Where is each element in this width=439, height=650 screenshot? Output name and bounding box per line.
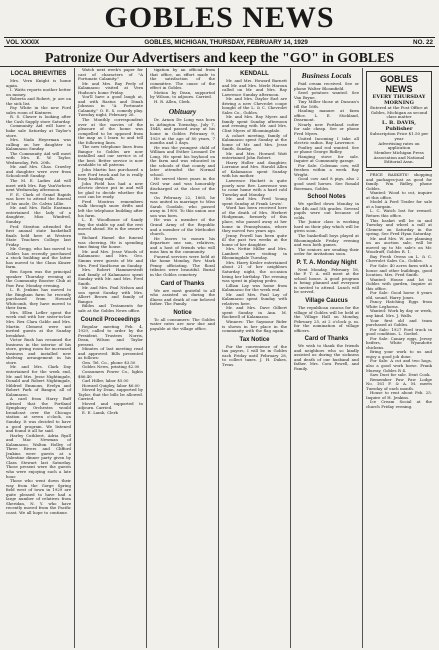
school-notes-heading: School Notes <box>307 194 346 201</box>
column-4 <box>219 68 291 648</box>
kendall-item: Winners: The Saymour Rider is shown in her place in the community with the flag again. <box>222 318 287 334</box>
volume-label: VOL XXXIX <box>6 38 40 46</box>
classified-ad: Wanted: House and lot in Gobles with garden, Inquire at this office. <box>366 276 432 291</box>
classified-ad: For Sale: 40 acres farm with a house and other buildings, good location. Mrs. Fred Smith. <box>366 262 432 278</box>
kendall-item: Harry Holler and daughter, Lorraine and Mrs. Harold Allen of Kalamazoo spent Sunday with his mother. <box>222 159 287 179</box>
school-note: The Junior class is working hard on their play which will be given soon. <box>294 219 359 234</box>
obituary-paragraph: He was a member of the Grand Army of the Republic and a member of the Methodist church. <box>150 217 215 237</box>
kendall-item: Mr. and Mrs. Howard Barnett and Mr. and Mrs. Merle Haroun called on Mr. and Mrs. Ray Lawrence Sunday afternoon. <box>222 78 287 97</box>
business-local: United Incoming I take all electric radios. Ray Lawrence. <box>294 135 359 146</box>
notice-heading: Notice <box>173 309 192 316</box>
col5-thanks-heading: Card of Thanks <box>304 336 349 343</box>
classified-ad: Your first old and team purchased at Gobles. <box>366 317 432 328</box>
kendall-item: Mr. and Mrs. Paul Lay of Kalamazoo spent Sunday with relatives here. <box>222 291 287 306</box>
columns <box>3 68 436 648</box>
local-brevities-body <box>6 79 71 516</box>
obituary-paragraph: He was the youngest child of William and Esther Leonard De Long. He spent his boyhood on the farm and was educated in the schools of that county and later attended the Normal school. <box>150 144 215 177</box>
advertising-rates: Advertising rates on application <box>378 140 420 151</box>
news-item: Harley Cuthbert, Adria Ryall and Mac Newman of Kalamazoo, Walton Holley of Three Rivers and Clifford Jenkins were guests at a Valentine dinner party given by Clara Stewart last Saturday. Those present were the guests who were enjoying such a late hour. <box>6 432 71 479</box>
news-item: L. E. Woodhouse of Sandy Bay the stable up and the rest moved ahead. He is the owner's son. <box>78 217 143 236</box>
news-item: Ben Sopen was the principal speaker Thursday evening at the Community Booster Club at Paw Paw, Monday evening. <box>6 268 71 288</box>
council-item: Howard Quigley, labor $6.00 <box>82 382 140 388</box>
classified-ad: Wanted: Wood to cut, inquire at this office. <box>366 190 432 200</box>
news-item: The M. E. Ladies Aid will meet with Mrs. Ray VanVorhees next Wednesday afternoon. <box>6 178 71 193</box>
business-locals-body <box>294 82 359 191</box>
business-local: Hanging stove for sale. Inquire at Community garage. <box>294 153 359 164</box>
news-item: Mrs. Robert Hammerstedt and family of Kalamazoo spent Sunday with Mr. and Mrs. Fred Smith. <box>78 267 143 286</box>
news-item: I. Watts reports mother better on money. <box>6 87 71 97</box>
council-item: Gen. Tel. Co., phone $3.50 <box>82 359 136 365</box>
obituary-body <box>150 118 215 277</box>
council-item: Carl Hiller, labor $5.00 <box>82 378 129 384</box>
business-local: Seed potatoes wanted. See Van Bryne. <box>294 90 359 100</box>
school-note: The seniors are sending their order for invitations soon. <box>294 246 359 257</box>
obituary-paragraph: Funeral services were held at the home Monday, Rev. Mark Penny officiating. The floral tributes were beautiful. Burial in the Gobles cemetery. <box>150 253 215 277</box>
news-item: John Martin has purchased a new Ford truck and he is really busy hauling milk. <box>78 167 143 182</box>
business-local: For Sale: Coleman cow, will freshen within a week. Ray Wright. <box>294 162 359 177</box>
notice-text: To all consumers: The Gobles water rates are now due and payable at the village office. <box>150 316 215 331</box>
classified-ad: Model A Ford Trailer for sale at a bargain. <box>366 199 432 209</box>
news-item: Mr. Gregg, who has moved to Gobles has recently purchased a stock building and the latter has moved to the Claus Kinzer farm. <box>6 246 71 270</box>
news-item: The new telephone lines from Bangor to Gobles are now installed and our service is of the best. Better service is now available to all patrons. <box>78 144 143 168</box>
tax-notice-heading: Tax Notice <box>239 336 270 343</box>
business-local: Nearly new Portland cutter for sale cheap. See or phone Fred Myers. <box>294 121 359 137</box>
news-item: Mr. and Mrs. Chas. Crawley and daughter were over from Schoolcraft Sunday. <box>6 164 71 179</box>
publisher-name: L. B. DAVIS, Publisher <box>382 120 416 133</box>
classified-ad: House to rent about Feb. 25. Inquire of H. Jenkins. <box>366 390 432 400</box>
news-item: Fred Moutros remembers walk through snow drifts and left the telephone building after his farm. <box>78 198 143 218</box>
column-5 <box>291 68 363 648</box>
classified-ad: Remember Paw Paw Lodge No. 161 F. & A. M. meets Tuesday of each month. <box>366 376 432 391</box>
news-item: Mr. and Mrs. Rollo Eastman entertained the lady of a daughter, Miss Wimfred, Sunday. <box>6 205 71 224</box>
patronize-banner: Patronize Our Advertisers and keep the "GO" in GOBLES <box>0 50 439 67</box>
thanks-heading: Card of Thanks <box>160 280 205 287</box>
news-item: Mrs. Vern Knight is home again. <box>6 78 71 88</box>
news-item: Mrs. Ellen Lefler spent the week end with her sister-in-law Mrs. Rex Clara Gable and Mrs. Martin Clement were not invited guests at the Sunday breakfast. <box>6 309 71 338</box>
newspaper-title: GOBLES NEWS <box>104 1 335 34</box>
news-item: The Community Aid will meet with Mrs. E. W. Taylor, Wednesday, Feb. 20th. <box>6 150 71 165</box>
kendall-item: Mrs. Harry Kesler entertained about 21 of her neighbors Saturday night, the occasion being her birthday. The evening was spent in playing pedro. <box>222 259 287 284</box>
school-note: The basketball boys played at Bloomingdale Friday evening and won both games. <box>294 232 359 248</box>
news-item: Mr. and Mrs. Paul Nelson and son spent Sunday with Mrs. Albert Brown and family of Bangor. <box>78 285 143 304</box>
news-item: Those who went down their way from the Gorge Spring field west of town in 1929 are quite pleased to have had a large number of relatives from Sheridan, N. Y. who have recently moved from the Pacific coast. We all hope to continue. <box>6 478 71 515</box>
column-1 <box>3 68 75 648</box>
business-local: Poultry and rod wanted. See or phone George Ridley. <box>294 144 359 155</box>
news-item: Fay White in the new Ford sales room of Kintners. <box>6 105 71 115</box>
classified-ad: This basket will be in and Tuesday and wheel a mill at Clement on Saturday in the spring. See Fred Hyan Saturday. <box>366 217 432 237</box>
council-item: Minutes of last meeting read and approved. Bills presented as follows: <box>78 346 143 361</box>
column-2-body <box>78 68 143 314</box>
kendall-item: Mr. and Mrs. Fred Young spent Sunday at Frank Lewis'. <box>222 196 287 206</box>
classified-ad: Fancy Hatching Eggs from White Leghorns. <box>366 299 432 309</box>
kendall-item: Mr. and Mrs. Howard Watt entertained John Robert. <box>222 150 287 161</box>
classified-ad: Mr. and Mrs. W. are planning on an auction sale, will be moved up to Mr. sale's on Mr. Woodruff, Gobles R. 1. <box>366 235 432 255</box>
council-body <box>78 325 143 416</box>
issue-number: NO. 22 <box>413 38 433 46</box>
dateline-bar <box>4 37 435 47</box>
school-note: We spelled down Monday in the 4th and 5th grades. Several pupils were out because of colds. <box>294 201 359 220</box>
pta-text: Next Monday, February 18, the P. T. A. will meet at the school house. A good program is being planned and everyone is invited to attend. Lunch will be served. <box>294 266 359 295</box>
business-local: Paid cream received. See or phone Walter Bloomfield. <box>294 81 359 91</box>
kendall-item: Jenny Powell has been quite ill the past two weeks at the home of her daughter. <box>222 232 287 247</box>
news-item: Bibles and Testaments for sale at the Gobles News office. <box>78 303 143 313</box>
pta-heading: P. T. A. Monday Night <box>296 259 357 266</box>
classified-ad: Bring your work to us and enjoy a good job done. <box>366 349 432 359</box>
council-item: Moved and supported to adjourn. Carried. <box>78 400 143 411</box>
news-item: You'll have a good laugh at, and with Rastus and Dinah Johnson in "A Fortunate Calamity," O. E. S. comedy play. Tuesday night, February 26. <box>78 94 143 118</box>
tax-notice-text: For the convenience of the tax payers, I will be in Gobles each Friday until February 28, to collect taxes. J. H. Dukes, Treas. <box>222 343 287 367</box>
obituary-paragraph: On February 22, 1865, he was united in marriage to Miss Sarah Goodale, who passed away in 1900. To this union one son was born. <box>150 194 215 218</box>
publisher-box-title: GOBLES NEWS <box>379 74 418 94</box>
news-item: Watch next week's paper for cast of characters of "A Fortunate Calamity." <box>78 68 143 82</box>
news-item: Richard Hamel the funeral was cheering. He is spending time fixing the house. <box>78 235 143 250</box>
column-3 <box>147 68 219 648</box>
news-item: John Field has had a new electric device put in and will be glad to decide whether the cost can be ready. <box>78 180 143 200</box>
dateline-text: GOBLES, MICHIGAN, THURSDAY, FEBRUARY 14, 1929 <box>144 38 308 46</box>
news-item: Motion by Dean, supported by Wilson, to adjourn. Carried. <box>150 89 215 100</box>
news-item: Prof. Stratton attended the first annual state basketball finals held here at Western State Teachers College last Friday. <box>6 223 71 247</box>
news-item: L. B. Jenkins has moved to the Bingham farm he recently purchased from Howard Whitcomb, they have moved to their farm. <box>6 287 71 311</box>
business-local: Good cow and 8 pigs, also 2 good used horses. See Ronald Boerman, Gobles. <box>294 176 359 191</box>
classified-ad: Ice Cream Social at the church Friday evening. <box>366 399 432 409</box>
kendall-body <box>222 79 287 334</box>
obituary-paragraph: Dr. Arnon De Long was born in Arlington Township, July 7, 1848, and passed away at his home in Gobles February 9, 1929 at the age of 80 years, 7 months and 2 days. <box>150 117 215 146</box>
news-item: Mr. and Mrs. Clark Day entertained for the week end, Mr. and Mrs. Jesse Nightingale, Donald and Robert Nightingale, Mildred Emmons, Evelyn and Robert Park of Bangor, all of Kalamazoo. <box>6 364 71 397</box>
kendall-item: Lawrence Hackett is quite poorly now. Rev. Lawrence was to come home with a hard cold Tuesday and Monday. <box>222 178 287 197</box>
subscription-price: Subscription Price $1.50 per year <box>369 131 429 141</box>
kendall-item: A cohort meeting, family of Kalamazoo spent Sunday at the home of Mr. and Mrs. Jesse Smith. Sunday. <box>222 132 287 152</box>
obituary-paragraph: He leaves to mourn his departure one son, relatives, and a host of friends who will miss him in the community. <box>150 235 215 255</box>
classified-ad: For Sale: Good horse 8 years old, sound. Harry Jones. <box>366 290 432 300</box>
kendall-item: Mr. and Mrs. Daylor Earl are driving a new Chevrolet coupe bought of the L. & C. Chevrolet Sales Co., Gobles. <box>222 96 287 115</box>
news-item: A card from Harry Buff advised that the Portland Symphony Orchestra would broadcast over the Chicago station at seven o'clock, on Sunday. It was decided to have a good program. We listened and found it all he said. <box>6 396 71 434</box>
council-heading: Council Proceedings <box>80 316 141 323</box>
obituary-heading: Obituary <box>168 107 197 117</box>
local-brevities-heading: LOCAL BRIEVITIES <box>10 71 67 77</box>
school-notes-body <box>294 202 359 257</box>
news-item: Mr. and Mrs. Jesse Woods of Kalamazoo and Mrs. Geo. Simms were guests of Mr. and Mrs. Fred VanHorne on Sunday. <box>78 248 143 268</box>
news-item: Community Aid will have a bake sale Saturday at Taylor's store. <box>6 123 71 138</box>
council-item: E. E. Lamb, Clerk <box>82 409 118 415</box>
column-3-body <box>150 68 215 104</box>
news-item: Victor Rush has resumed the business in the interior of his store, giving room for increased business and installed new shelving arrangement in his store. <box>6 337 71 365</box>
classified-ad: L. C. Watch lost for reward. Return this office. <box>366 208 432 218</box>
publisher-box-entry: Entered at the Post Office at Gobles, Michigan as second class matter <box>370 105 428 120</box>
kendall-item: Mr. and Mrs. Ray Myers and family spent Sunday afternoon and evening with Mr. and Mrs. Clint Myers of Bloomingdale. <box>222 114 287 134</box>
column-6 <box>363 68 435 648</box>
news-item: Mrs. Nada Heyerman was calling on her daughter in Kalamazoo Sunday. <box>6 137 71 152</box>
classified-ad: Bay Fresh Ovens on L. & C. Chevrolet Sales Co., Gobles. <box>366 253 432 264</box>
news-item: tigation by an official from that office, an effort made to the satisfaction of the committee. The cause of the effect in Gobles. <box>150 68 215 91</box>
thanks-text: We are most grateful to all who assisted us during the illness and death of our beloved father. The Family. <box>150 287 215 307</box>
classified-ad: For Sale: A cut and two hogs, also a good work horse. Frank Murray, Gobles R 4. <box>366 358 432 373</box>
divider <box>366 170 432 171</box>
business-local: Tiny Miller those at Duncan's till the 16th. <box>294 99 359 109</box>
classified-ad: For Sale: 1927 Ford truck in good condition. L. Goebel. <box>366 326 432 337</box>
kendall-item: Lillian Lay was home from Kalamazoo for the week end. <box>222 282 287 293</box>
col5-thanks-text: We wish to thank the friends and neighbors who so kindly assisted us during the sickness and death of our husband and father. Mrs. Cora Powell, and Family. <box>294 343 359 371</box>
council-item: Regular meeting Feb. 4, 1929, called to order by the President. Trustees Norris, Dean, Wilson and Taylor present. <box>78 323 143 347</box>
news-item: Roberta and Robert, jr. are on the sick list. <box>6 96 71 106</box>
kendall-item: Word has been received here of the death of Mrs. Herbert Hodgeman, formerly of this place, who passed away at her home in Pennsylvania, where they moved two years ago. <box>222 205 287 234</box>
classified-ad: Wanted: Work by day or week, any kind. Mrs. J. Walls. <box>366 308 432 318</box>
obituary-paragraph: He served three years in the Civil war and was honorably discharged at the close of the war. <box>150 176 215 196</box>
kendall-item: Mr. and Mrs. Dave Gilbert spent Sunday in Ann. M. Rockwell of Kalamazoo. <box>222 305 287 320</box>
village-caucus-heading: Village Caucus <box>305 297 348 304</box>
masthead <box>0 0 439 36</box>
classified-ad: Saw Dust for sale. Dent Cook. <box>370 372 431 378</box>
kendall-item: Mrs. Nettie Miller and Mrs. Lambert were visiting in Bloomingdale Tuesday. <box>222 246 287 261</box>
column-2 <box>75 68 147 648</box>
business-locals-heading: Business Locals <box>301 71 352 80</box>
news-item: F. E. Clark of Grand Rapids was here to attend the funeral of his uncle, Dr. Calvin Lillie. <box>6 191 71 206</box>
publisher-box-schedule: EVERY THURSDAY MORNING <box>372 94 426 106</box>
kendall-heading: KENDALL <box>240 71 269 77</box>
village-caucus-text: The republican caucus for the village of Gobles will be held at the Village Hall on Monday, February 25, at 2 o'clock p. m. for the nomination of village officers. <box>294 304 359 333</box>
news-item: H. R. Allen, Clerk. <box>154 98 191 104</box>
council-item: Consumers Power Co., lights $86.40 <box>78 369 143 379</box>
press-membership: Member Michigan Press Association and National Editorial Assn. <box>373 149 425 165</box>
classifieds-body <box>366 173 432 409</box>
news-item: Mr. and Mrs. Ray Feely of Kalamazoo visited at Vern Hudson's home Friday. <box>78 80 143 95</box>
classified-ad: PRICE BASKETS! shopping and packages-just as good for family. Wm Ridley, phone Gobles. <box>366 172 432 191</box>
news-item: The Monthly correspondent over at the movies of the pleasure of the home was compelled to be opposed from the map as I learn to and tell the following lines. <box>78 117 143 145</box>
council-item: Moved by Dean, supported by Taylor, that the bills be allowed. Carried. <box>78 387 143 402</box>
council-item: Gobles News, printing $2.00 <box>82 364 140 370</box>
news-item: R. S. Clawer is looking after the Cash Supply store Saturday. <box>6 114 71 124</box>
classified-ad: For Sale: Canary eggs, Jersey heifers, White Wyandotte chickens. <box>366 335 432 350</box>
business-local: Hauling manure at farm office. L. E. Stickland, Dearmont. <box>294 108 359 123</box>
publisher-box <box>366 71 432 168</box>
